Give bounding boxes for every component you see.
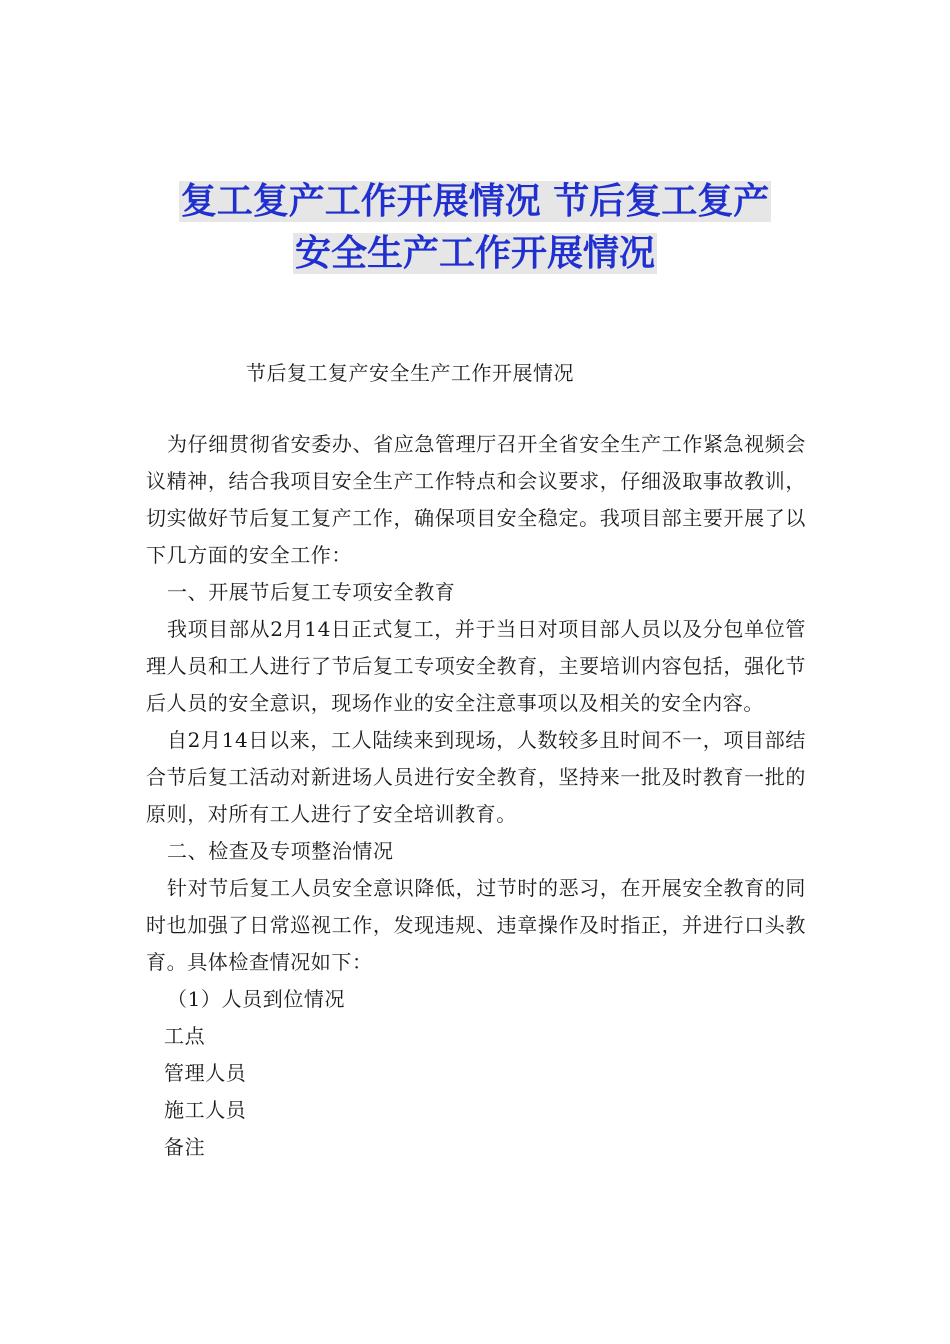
- document-body: [146, 426, 806, 1166]
- section-heading-1: 一、开展节后复工专项安全教育: [167, 580, 456, 604]
- document-subtitle: 节后复工复产安全生产工作开展情况: [246, 361, 574, 385]
- table-header-site: 工点: [164, 1024, 206, 1048]
- paragraph-new-workers: 自2月14日以来，工人陆续来到现场，人数较多且时间不一，项目部结合节后复工活动对新进场人员进行安全教育，坚持来一批及时教育一批的原则，对所有工人进行了安全培训教育。: [146, 728, 806, 826]
- sub-heading-personnel: （1）人员到位情况: [167, 987, 346, 1011]
- title-line-2: 安全生产工作开展情况: [294, 233, 655, 274]
- title-line-1: 复工复产工作开展情况 节后复工复产: [180, 181, 770, 222]
- table-header-workers: 施工人员: [164, 1098, 247, 1122]
- document-title: [0, 176, 950, 280]
- table-header-managers: 管理人员: [164, 1061, 247, 1085]
- paragraph-intro: 为仔细贯彻省安委办、省应急管理厅召开全省安全生产工作紧急视频会议精神，结合我项目安全生产工作特点和会议要求，仔细汲取事故教训，切实做好节后复工复产工作，确保项目安全稳定。我项目部主要开展了以下几方面的安全工作：: [146, 432, 806, 567]
- paragraph-inspection: 针对节后复工人员安全意识降低，过节时的恶习，在开展安全教育的同时也加强了日常巡视工作，发现违规、违章操作及时指正，并进行口头教育。具体检查情况如下：: [146, 876, 806, 974]
- paragraph-education: 我项目部从2月14日正式复工，并于当日对项目部人员以及分包单位管理人员和工人进行了节后复工专项安全教育，主要培训内容包括，强化节后人员的安全意识，现场作业的安全注意事项以及相关的安全内容。: [146, 617, 806, 715]
- section-heading-2: 二、检查及专项整治情况: [167, 839, 394, 863]
- table-header-remarks: 备注: [164, 1135, 206, 1159]
